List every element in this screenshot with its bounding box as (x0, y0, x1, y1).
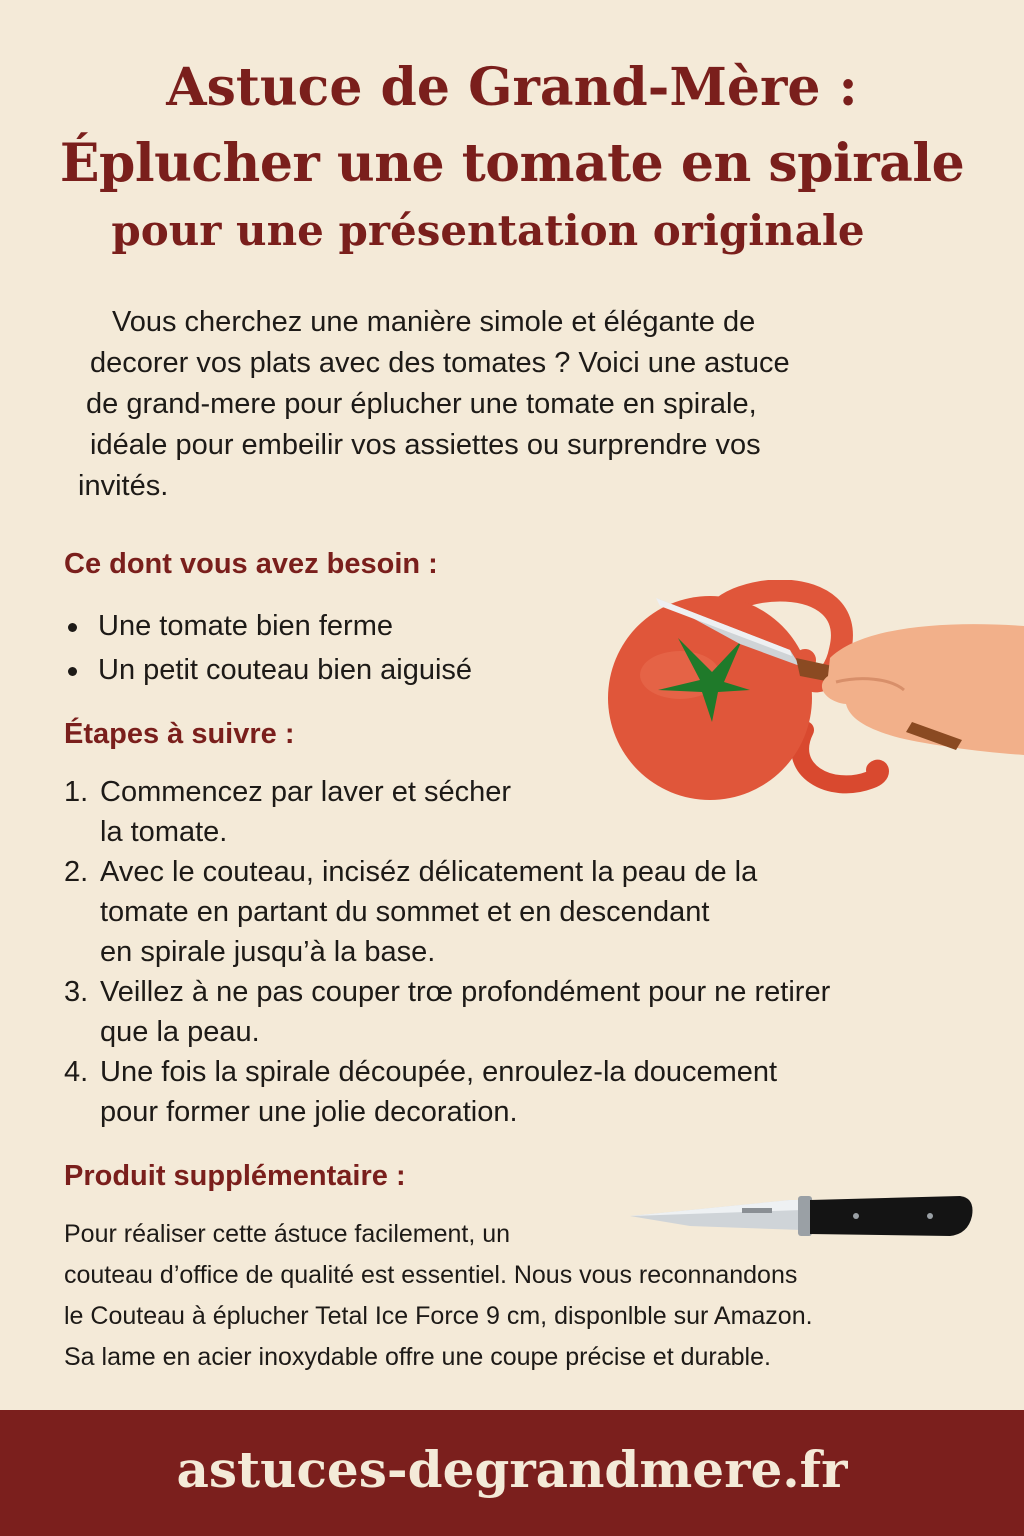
product-line: le Couteau à éplucher Tetal Ice Force 9 cm, disponlble sur Amazon. (64, 1302, 813, 1330)
product-line: Sa lame en acier inoxydable offre une coupe précise et durable. (64, 1343, 771, 1371)
step-text: pour former une jolie decoration. (100, 1096, 518, 1128)
step-item (64, 852, 984, 972)
intro-line: invités. (78, 470, 169, 502)
list-item: Un petit couteau bien aiguisé (64, 648, 472, 692)
intro-line: idéale pour embeilir vos assiettes ou surprendre vos (90, 429, 761, 461)
product-heading: Produit supplémentaire : (64, 1160, 406, 1192)
product-line: couteau d’office de qualité est essentiel. Nous vous reconnandons (64, 1261, 798, 1289)
step-item (64, 972, 984, 1052)
product-paragraph (64, 1214, 994, 1378)
page-title: Astuce de Grand-Mère : (166, 57, 858, 118)
step-text: Commencez par laver et sécher (100, 776, 511, 808)
step-item (64, 772, 984, 852)
page-subtitle: pour une présentation originale (111, 206, 865, 255)
steps-list (64, 772, 984, 1132)
needs-list (64, 604, 472, 692)
step-number: 4. (64, 1056, 89, 1088)
intro-paragraph (74, 302, 944, 507)
step-text: Veillez à ne pas couper trœ profondément pour ne retirer (100, 976, 831, 1008)
footer-banner (0, 1410, 1024, 1536)
needs-heading: Ce dont vous avez besoin : (64, 548, 438, 580)
step-number: 1. (64, 776, 89, 808)
step-text: Une fois la spirale découpée, enroulez-la doucement (100, 1056, 778, 1088)
site-domain: astuces-degrandmere.fr (176, 1440, 848, 1499)
intro-line: Vous cherchez une manière simole et élégante de (112, 306, 756, 338)
steps-heading: Étapes à suivre : (64, 718, 295, 750)
intro-line: de grand-mere pour éplucher une tomate en spirale, (86, 388, 757, 420)
step-text: tomate en partant du sommet et en descendant (100, 896, 710, 928)
step-number: 2. (64, 856, 89, 888)
step-item (64, 1052, 984, 1132)
step-text: la tomate. (100, 816, 228, 848)
product-line: Pour réaliser cette ástuce facilement, un (64, 1220, 511, 1248)
step-text: en spirale jusqu’à la base. (100, 936, 436, 968)
step-text: que la peau. (100, 1016, 260, 1048)
step-number: 3. (64, 976, 89, 1008)
step-text: Avec le couteau, inciséz délicatement la peau de la (100, 856, 758, 888)
page-title-line-2: Éplucher une tomate en spirale (59, 133, 965, 194)
intro-line: decorer vos plats avec des tomates ? Voici une astuce (90, 347, 790, 379)
list-item: Une tomate bien ferme (64, 604, 472, 648)
